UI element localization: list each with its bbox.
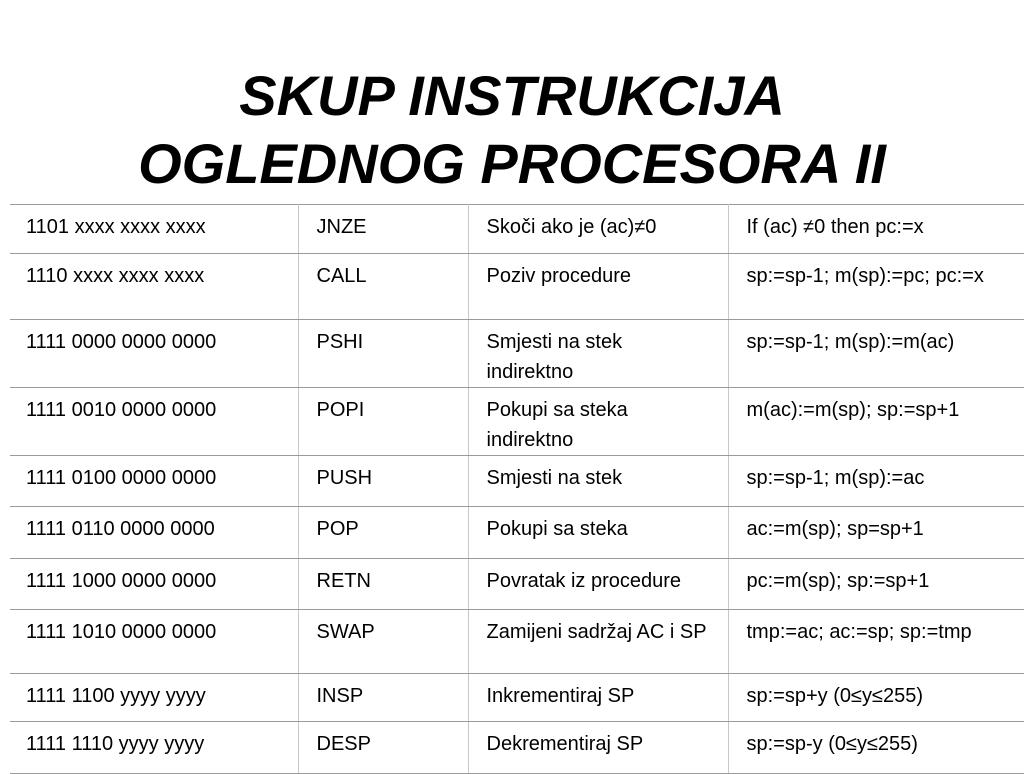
instruction-code-cell: 1110 xxxx xxxx xxxx <box>10 254 298 320</box>
table-row <box>10 254 1024 320</box>
instruction-operation-cell: ac:=m(sp); sp=sp+1 <box>728 507 1024 559</box>
table-row <box>10 507 1024 559</box>
instruction-description-cell: Inkrementiraj SP <box>468 674 728 722</box>
page-title-line-2: OGLEDNOG PROCESORA II <box>138 132 886 195</box>
instruction-code-cell: 1111 1000 0000 0000 <box>10 559 298 610</box>
table-row <box>10 559 1024 610</box>
table-row <box>10 610 1024 674</box>
instruction-description-cell: Skoči ako je (ac)≠0 <box>468 205 728 254</box>
instruction-code-cell: 1111 0010 0000 0000 <box>10 388 298 456</box>
table-row <box>10 388 1024 456</box>
instruction-description-cell: Smjesti na stek <box>468 456 728 507</box>
instruction-code-cell: 1111 1100 yyyy yyyy <box>10 674 298 722</box>
instruction-description-cell: Zamijeni sadržaj AC i SP <box>468 610 728 674</box>
instruction-mnemonic-cell: CALL <box>298 254 468 320</box>
instruction-operation-cell: sp:=sp-1; m(sp):=ac <box>728 456 1024 507</box>
instruction-description-cell: Dekrementiraj SP <box>468 722 728 774</box>
instruction-code-cell: 1101 xxxx xxxx xxxx <box>10 205 298 254</box>
instruction-mnemonic-cell: RETN <box>298 559 468 610</box>
instruction-mnemonic-cell: PUSH <box>298 456 468 507</box>
instruction-description-cell: Povratak iz procedure <box>468 559 728 610</box>
instruction-mnemonic-cell: SWAP <box>298 610 468 674</box>
table-row <box>10 456 1024 507</box>
instruction-description-cell: Pokupi sa steka <box>468 507 728 559</box>
table-row <box>10 320 1024 388</box>
instruction-operation-cell: tmp:=ac; ac:=sp; sp:=tmp <box>728 610 1024 674</box>
instruction-mnemonic-cell: POP <box>298 507 468 559</box>
instruction-mnemonic-cell: PSHI <box>298 320 468 388</box>
instruction-mnemonic-cell: POPI <box>298 388 468 456</box>
page-title <box>0 62 1024 198</box>
instruction-operation-cell: sp:=sp+y (0≤y≤255) <box>728 674 1024 722</box>
table-row <box>10 205 1024 254</box>
instruction-mnemonic-cell: INSP <box>298 674 468 722</box>
instruction-code-cell: 1111 0110 0000 0000 <box>10 507 298 559</box>
instruction-code-cell: 1111 1010 0000 0000 <box>10 610 298 674</box>
instruction-mnemonic-cell: JNZE <box>298 205 468 254</box>
instruction-description-cell: Smjesti na stek indirektno <box>468 320 728 388</box>
instruction-code-cell: 1111 1110 yyyy yyyy <box>10 722 298 774</box>
instruction-operation-cell: sp:=sp-1; m(sp):=pc; pc:=x <box>728 254 1024 320</box>
table-row <box>10 674 1024 722</box>
instruction-operation-cell: sp:=sp-y (0≤y≤255) <box>728 722 1024 774</box>
instruction-description-cell: Pokupi sa steka indirektno <box>468 388 728 456</box>
instruction-mnemonic-cell: DESP <box>298 722 468 774</box>
instruction-code-cell: 1111 0100 0000 0000 <box>10 456 298 507</box>
instruction-operation-cell: sp:=sp-1; m(sp):=m(ac) <box>728 320 1024 388</box>
instruction-operation-cell: m(ac):=m(sp); sp:=sp+1 <box>728 388 1024 456</box>
instruction-operation-cell: pc:=m(sp); sp:=sp+1 <box>728 559 1024 610</box>
page-title-line-1: SKUP INSTRUKCIJA <box>239 64 785 127</box>
instruction-description-cell: Poziv procedure <box>468 254 728 320</box>
table-row <box>10 722 1024 774</box>
instruction-operation-cell: If (ac) ≠0 then pc:=x <box>728 205 1024 254</box>
instruction-code-cell: 1111 0000 0000 0000 <box>10 320 298 388</box>
instruction-table <box>10 204 1024 774</box>
